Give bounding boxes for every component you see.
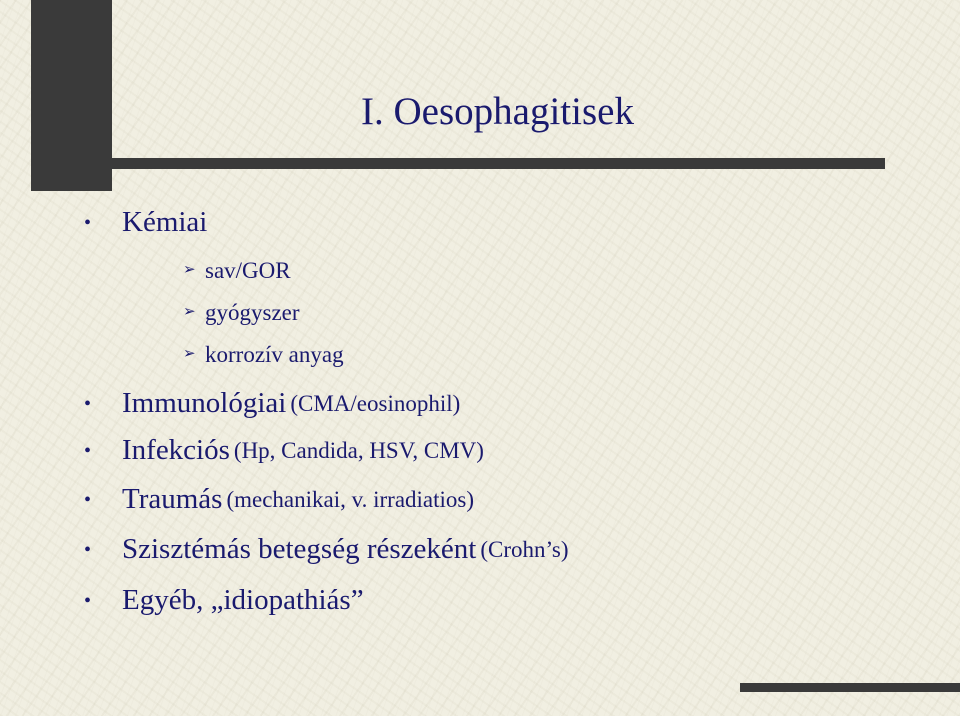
bullet-item-immunologiai — [84, 389, 460, 418]
bullet-dot-icon: • — [84, 211, 92, 234]
bullet-item-egyeb — [84, 586, 364, 615]
arrow-right-icon: ➢ — [183, 346, 196, 362]
subitem-text: gyógyszer — [205, 300, 300, 325]
bullet-dot-icon: • — [84, 488, 92, 511]
bullet-item-szisztemas — [84, 535, 568, 564]
bullet-dot-icon: • — [84, 589, 92, 612]
corner-decoration — [31, 0, 112, 191]
subitem-gyogyszer — [183, 301, 300, 324]
slide-title: I. Oesophagitisek — [361, 90, 634, 133]
bullet-item-traumas — [84, 485, 474, 514]
bullet-detail-text: (Crohn’s) — [480, 537, 569, 562]
subitem-sav-gor — [183, 259, 291, 282]
bullet-main-text: Infekciós — [122, 434, 230, 466]
bullet-item-kemiai — [84, 208, 207, 237]
bullet-dot-icon: • — [84, 392, 92, 415]
bullet-dot-icon: • — [84, 439, 92, 462]
bullet-main-text: Kémiai — [122, 206, 208, 238]
bullet-detail-text: (mechanikai, v. irradiatios) — [226, 487, 475, 512]
bullet-main-text: Egyéb, „idiopathiás” — [122, 584, 364, 616]
bullet-detail-text: (Hp, Candida, HSV, CMV) — [233, 438, 484, 463]
bullet-dot-icon: • — [84, 538, 92, 561]
bullet-main-text: Traumás — [122, 483, 223, 515]
subitem-korroziv-anyag — [183, 343, 344, 366]
bullet-main-text: Immunológiai — [122, 387, 287, 419]
title-underline — [112, 158, 885, 169]
subitem-text: sav/GOR — [205, 258, 291, 283]
arrow-right-icon: ➢ — [183, 304, 196, 320]
arrow-right-icon: ➢ — [183, 262, 196, 278]
bullet-main-text: Szisztémás betegség részeként — [122, 533, 477, 565]
subitem-text: korrozív anyag — [205, 342, 344, 367]
bullet-detail-text: (CMA/eosinophil) — [290, 391, 461, 416]
bullet-item-infekcios — [84, 436, 484, 465]
bottom-decoration-bar — [740, 683, 960, 692]
